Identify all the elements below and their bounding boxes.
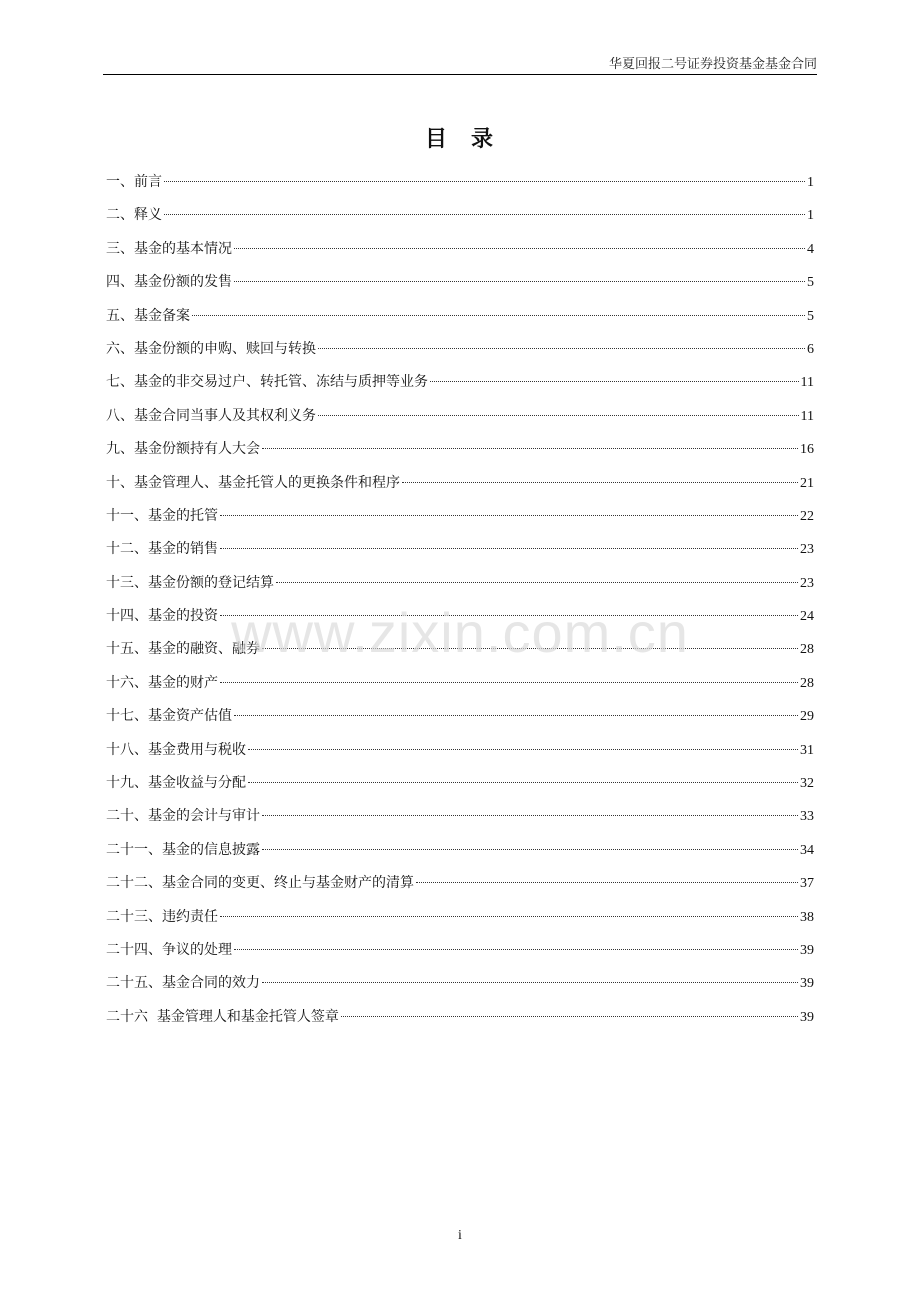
- toc-entry[interactable]: [106, 304, 814, 337]
- toc-entry[interactable]: [106, 337, 814, 370]
- page-header: [103, 52, 817, 75]
- toc-leader-dots: [262, 448, 798, 449]
- toc-entry[interactable]: [106, 804, 814, 837]
- toc-entry-label[interactable]: 二十二、基金合同的变更、终止与基金财产的清算: [106, 875, 414, 892]
- toc-entry-label[interactable]: 十六、基金的财产: [106, 674, 218, 691]
- toc-entry[interactable]: [106, 771, 814, 804]
- toc-entry-page: 22: [800, 508, 814, 524]
- toc-entry-page: 5: [807, 308, 814, 324]
- toc-entry-page: 34: [800, 842, 814, 858]
- toc-entry-page: 31: [800, 742, 814, 758]
- toc-entry-page: 33: [800, 809, 814, 825]
- toc-leader-dots: [341, 1016, 798, 1017]
- toc-entry-page: 39: [800, 1009, 814, 1025]
- toc-entry-label[interactable]: 二十一、基金的信息披露: [106, 841, 260, 858]
- toc-leader-dots: [416, 882, 798, 883]
- toc-entry-label[interactable]: 九、基金份额持有人大会: [106, 441, 260, 458]
- toc-leader-dots: [402, 482, 798, 483]
- toc-title-part1: 目: [424, 127, 449, 152]
- toc-entry-page: 4: [807, 241, 814, 257]
- toc-entry-page: 23: [800, 542, 814, 558]
- toc-leader-dots: [276, 582, 798, 583]
- toc-leader-dots: [164, 214, 805, 215]
- toc-entry-label[interactable]: 二十、基金的会计与审计: [106, 808, 260, 825]
- header-title: 华夏回报二号证券投资基金基金合同: [608, 57, 817, 72]
- toc-leader-dots: [262, 648, 798, 649]
- toc-leader-dots: [318, 415, 799, 416]
- toc-entry-page: 16: [800, 442, 814, 458]
- toc-entry[interactable]: [106, 404, 814, 437]
- toc-entry-label[interactable]: 十三、基金份额的登记结算: [106, 574, 274, 591]
- toc-entry-label[interactable]: 三、基金的基本情况: [106, 240, 232, 257]
- toc-leader-dots: [248, 782, 798, 783]
- toc-leader-dots: [234, 281, 805, 282]
- toc-entry-page: 24: [800, 609, 814, 625]
- toc-entry-page: 23: [800, 575, 814, 591]
- toc-entry-label[interactable]: 一、前言: [106, 174, 162, 190]
- toc-entry[interactable]: [106, 704, 814, 737]
- toc-entry[interactable]: [106, 170, 814, 203]
- toc-entry-label[interactable]: 八、基金合同当事人及其权利义务: [106, 407, 316, 424]
- toc-entry[interactable]: [106, 370, 814, 403]
- toc-entry-label[interactable]: 五、基金备案: [106, 307, 190, 324]
- toc-entry-page: 1: [807, 208, 814, 224]
- toc-entry[interactable]: [106, 537, 814, 570]
- toc-entry-label[interactable]: 二十五、基金合同的效力: [106, 975, 260, 992]
- toc-entry[interactable]: [106, 203, 814, 236]
- toc-entry-page: 28: [800, 675, 814, 691]
- toc-entry-label[interactable]: 十、基金管理人、基金托管人的更换条件和程序: [106, 474, 400, 491]
- toc-leader-dots: [220, 682, 798, 683]
- toc-entry-page: 11: [800, 408, 814, 424]
- toc-entry[interactable]: [106, 871, 814, 904]
- toc-leader-dots: [234, 949, 798, 950]
- toc-leader-dots: [234, 248, 805, 249]
- toc-entry-label[interactable]: 十二、基金的销售: [106, 541, 218, 558]
- toc-leader-dots: [220, 548, 798, 549]
- toc-entry[interactable]: [106, 504, 814, 537]
- toc-entry-page: 6: [807, 341, 814, 357]
- toc-entry[interactable]: [106, 938, 814, 971]
- toc-entry-label[interactable]: 六、基金份额的申购、赎回与转换: [106, 340, 316, 357]
- toc-entry-page: 28: [800, 642, 814, 658]
- toc-entry[interactable]: [106, 738, 814, 771]
- toc-leader-dots: [164, 181, 805, 182]
- toc-entry-page: 11: [800, 375, 814, 391]
- toc-entry-page: 37: [800, 876, 814, 892]
- toc-leader-dots: [318, 348, 805, 349]
- toc-leader-dots: [192, 315, 805, 316]
- toc-entry-label[interactable]: 七、基金的非交易过户、转托管、冻结与质押等业务: [106, 374, 428, 391]
- toc-entry-page: 1: [807, 175, 814, 190]
- toc-entry-label[interactable]: 二十四、争议的处理: [106, 941, 232, 958]
- watermark: www.zixin.com.cn: [231, 601, 689, 664]
- toc-title-part2: 录: [471, 127, 496, 152]
- toc-entry[interactable]: [106, 270, 814, 303]
- toc-entry[interactable]: [106, 437, 814, 470]
- toc-leader-dots: [234, 715, 798, 716]
- toc-entry-page: 29: [800, 709, 814, 725]
- toc-leader-dots: [262, 849, 798, 850]
- toc-leader-dots: [262, 815, 798, 816]
- toc-entry[interactable]: [106, 671, 814, 704]
- toc-leader-dots: [430, 381, 799, 382]
- page-number: i: [458, 1228, 462, 1243]
- toc-entry-label[interactable]: 十五、基金的融资、融券: [106, 641, 260, 658]
- toc-entry[interactable]: [106, 838, 814, 871]
- toc-entry-page: 38: [800, 909, 814, 925]
- toc-entry-label[interactable]: 二十六 基金管理人和基金托管人签章: [106, 1008, 339, 1025]
- toc-entry[interactable]: [106, 971, 814, 1004]
- toc-entry-label[interactable]: 十一、基金的托管: [106, 507, 218, 524]
- toc-leader-dots: [220, 515, 798, 516]
- toc-entry-label[interactable]: 十四、基金的投资: [106, 608, 218, 625]
- toc-leader-dots: [248, 749, 798, 750]
- toc-entry[interactable]: [106, 905, 814, 938]
- toc-entry-page: 21: [800, 475, 814, 491]
- toc-entry-page: 5: [807, 275, 814, 291]
- toc-entry[interactable]: [106, 604, 814, 637]
- toc-leader-dots: [220, 916, 798, 917]
- toc-entry[interactable]: [106, 571, 814, 604]
- toc-entry-label[interactable]: 十八、基金费用与税收: [106, 741, 246, 758]
- toc-list: [106, 170, 814, 1038]
- toc-entry-page: 39: [800, 976, 814, 992]
- toc-entry[interactable]: [106, 637, 814, 670]
- toc-entry-label[interactable]: 十七、基金资产估值: [106, 708, 232, 725]
- toc-entry-label[interactable]: 四、基金份额的发售: [106, 274, 232, 291]
- toc-title: [0, 122, 920, 153]
- toc-entry-label[interactable]: 二、释义: [106, 207, 162, 224]
- toc-entry-label[interactable]: 二十三、违约责任: [106, 908, 218, 925]
- toc-entry[interactable]: [106, 1005, 814, 1038]
- toc-entry[interactable]: [106, 237, 814, 270]
- toc-entry-page: 39: [800, 942, 814, 958]
- toc-leader-dots: [262, 982, 798, 983]
- toc-entry-label[interactable]: 十九、基金收益与分配: [106, 775, 246, 792]
- toc-leader-dots: [220, 615, 798, 616]
- toc-entry-page: 32: [800, 776, 814, 792]
- toc-entry[interactable]: [106, 471, 814, 504]
